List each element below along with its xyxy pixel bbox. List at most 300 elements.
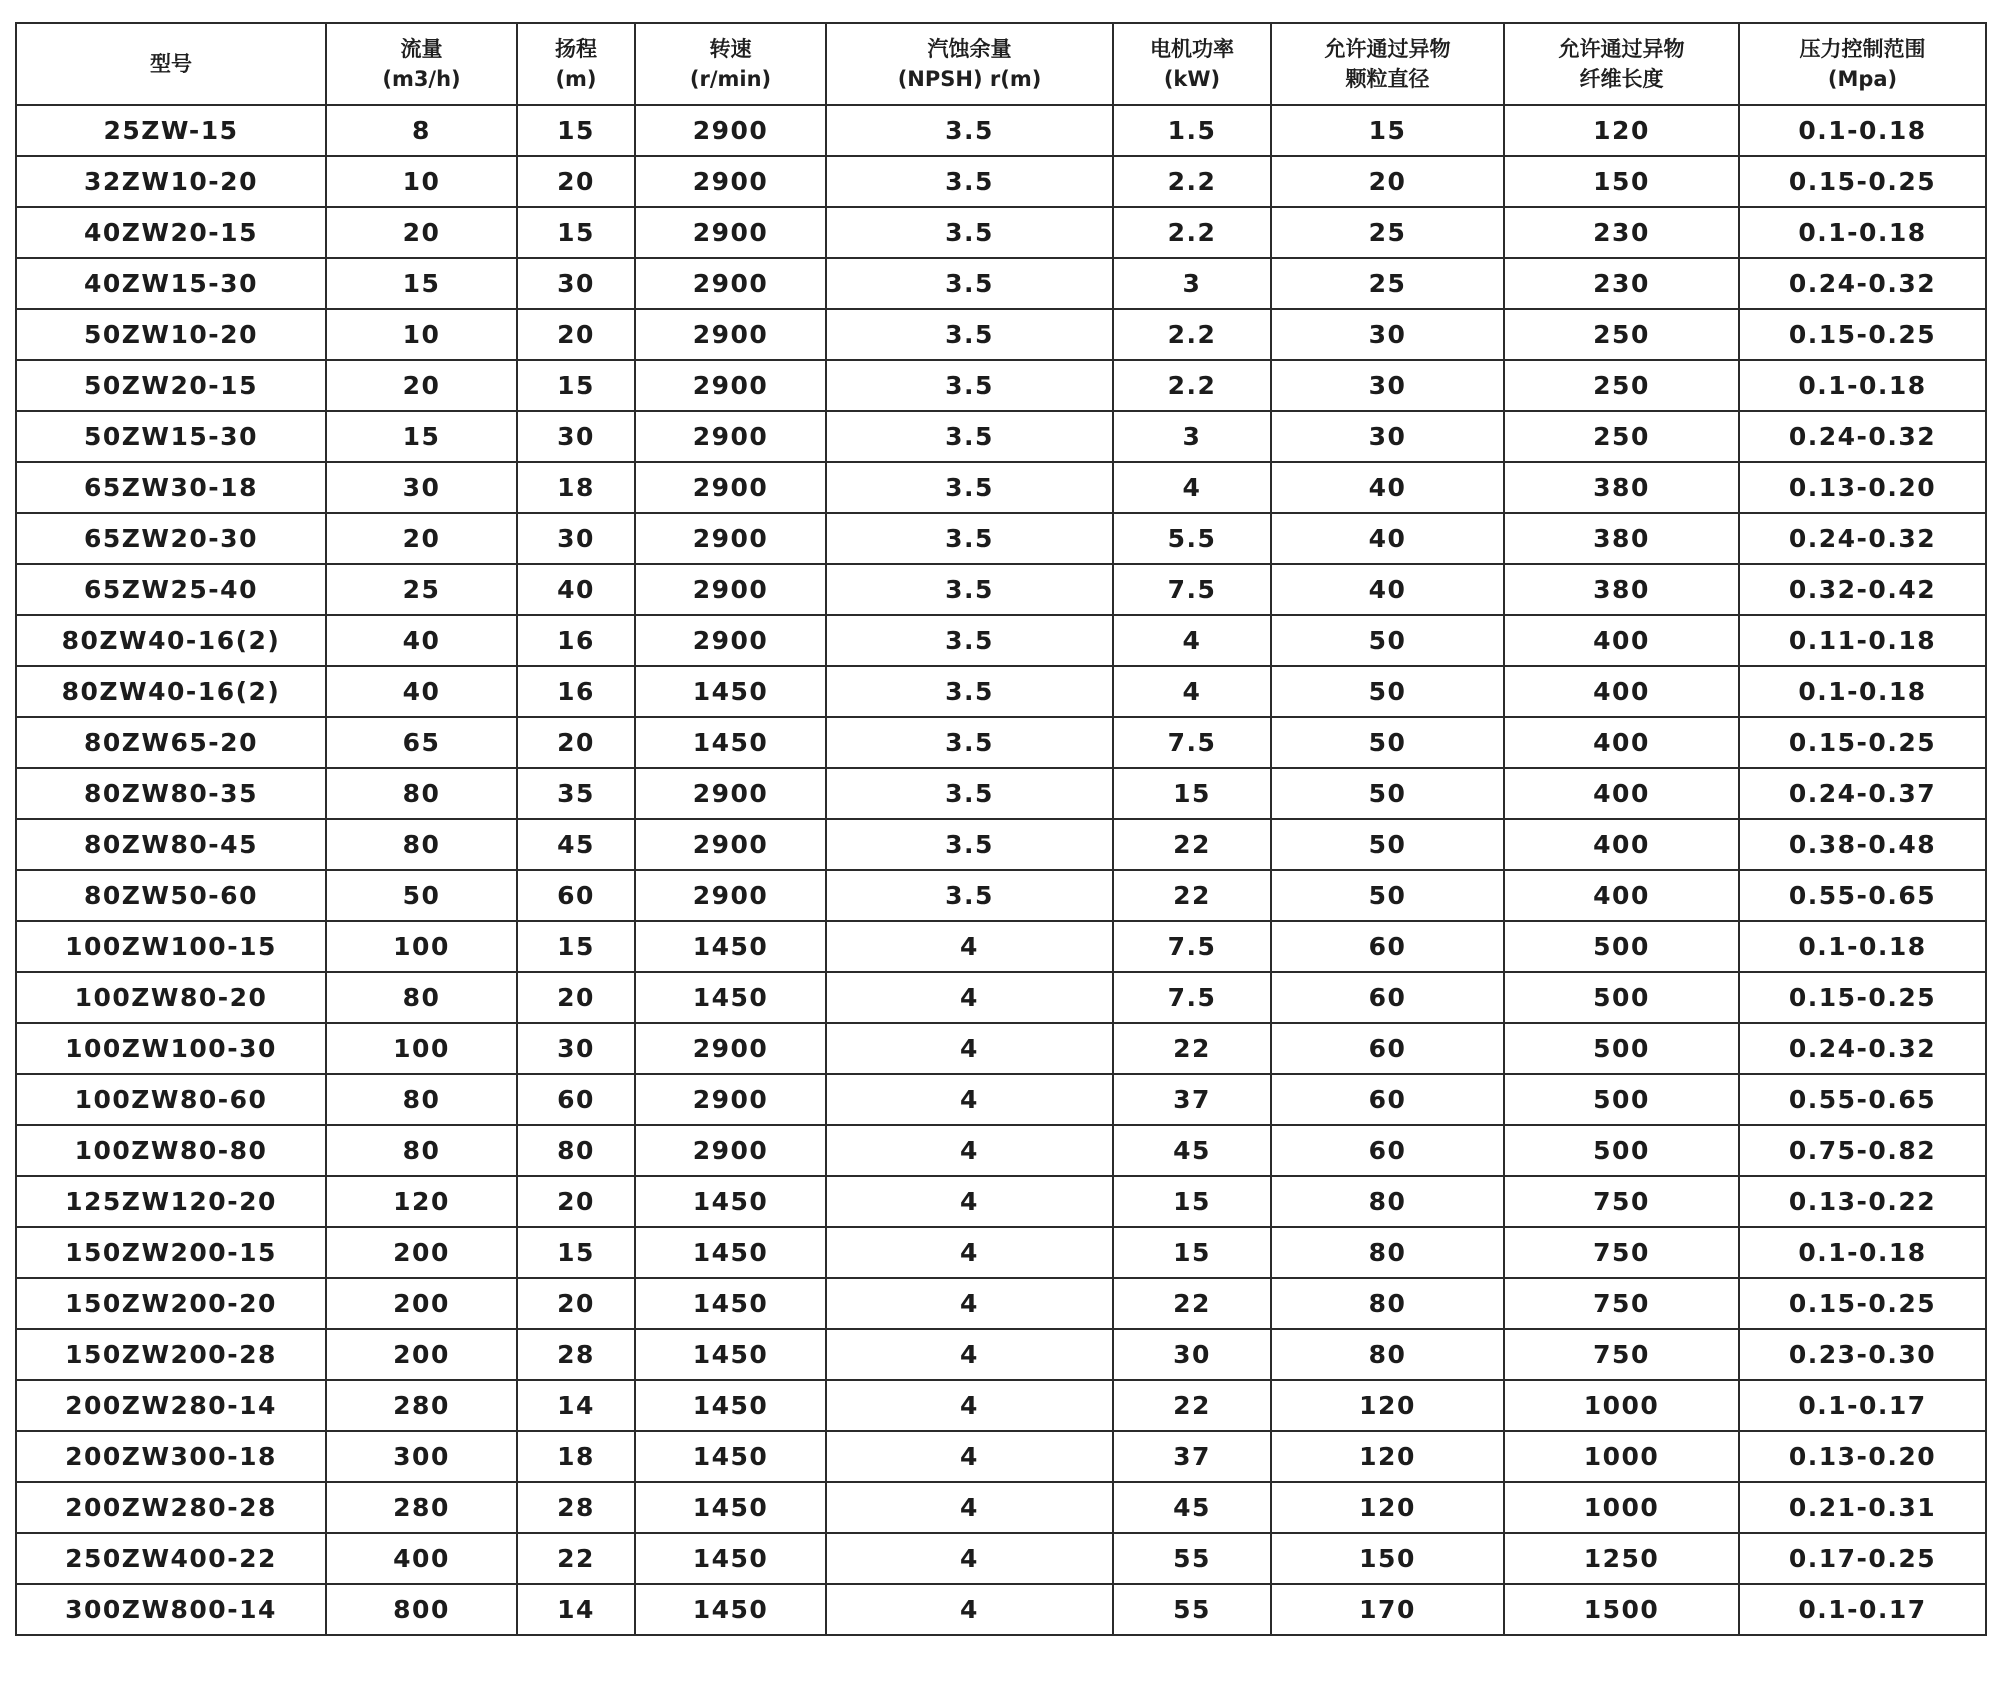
cell-model: 32ZW10-20 <box>16 156 326 207</box>
cell-speed: 2900 <box>635 360 826 411</box>
cell-model: 80ZW65-20 <box>16 717 326 768</box>
cell-fiber-length: 750 <box>1504 1227 1739 1278</box>
cell-flow: 200 <box>326 1329 517 1380</box>
header-flow <box>326 23 517 105</box>
cell-head: 18 <box>517 1431 635 1482</box>
cell-model: 150ZW200-28 <box>16 1329 326 1380</box>
cell-flow: 15 <box>326 411 517 462</box>
cell-head: 20 <box>517 1176 635 1227</box>
cell-fiber-length: 400 <box>1504 819 1739 870</box>
cell-flow: 80 <box>326 1074 517 1125</box>
cell-speed: 1450 <box>635 666 826 717</box>
cell-motor-power: 7.5 <box>1113 564 1271 615</box>
cell-head: 15 <box>517 207 635 258</box>
cell-particle-diameter: 50 <box>1271 768 1504 819</box>
cell-speed: 2900 <box>635 615 826 666</box>
cell-motor-power: 2.2 <box>1113 360 1271 411</box>
cell-speed: 2900 <box>635 1074 826 1125</box>
cell-speed: 2900 <box>635 870 826 921</box>
cell-particle-diameter: 80 <box>1271 1176 1504 1227</box>
cell-head: 30 <box>517 1023 635 1074</box>
cell-head: 30 <box>517 411 635 462</box>
cell-particle-diameter: 80 <box>1271 1329 1504 1380</box>
cell-fiber-length: 230 <box>1504 207 1739 258</box>
table-row <box>16 360 1986 411</box>
cell-model: 100ZW80-60 <box>16 1074 326 1125</box>
cell-model: 40ZW15-30 <box>16 258 326 309</box>
cell-flow: 200 <box>326 1227 517 1278</box>
table-row <box>16 1380 1986 1431</box>
cell-speed: 2900 <box>635 105 826 156</box>
cell-fiber-length: 750 <box>1504 1176 1739 1227</box>
cell-head: 60 <box>517 870 635 921</box>
header-particle-diameter <box>1271 23 1504 105</box>
cell-speed: 1450 <box>635 1584 826 1635</box>
cell-motor-power: 4 <box>1113 666 1271 717</box>
cell-fiber-length: 400 <box>1504 768 1739 819</box>
cell-flow: 8 <box>326 105 517 156</box>
cell-particle-diameter: 60 <box>1271 972 1504 1023</box>
cell-model: 80ZW40-16(2) <box>16 615 326 666</box>
cell-fiber-length: 150 <box>1504 156 1739 207</box>
table-header <box>16 23 1986 105</box>
cell-speed: 2900 <box>635 1125 826 1176</box>
cell-pressure-range: 0.13-0.20 <box>1739 462 1986 513</box>
cell-flow: 25 <box>326 564 517 615</box>
cell-particle-diameter: 40 <box>1271 462 1504 513</box>
cell-speed: 2900 <box>635 258 826 309</box>
cell-model: 80ZW40-16(2) <box>16 666 326 717</box>
cell-npsh: 3.5 <box>826 615 1113 666</box>
cell-particle-diameter: 120 <box>1271 1482 1504 1533</box>
cell-npsh: 4 <box>826 921 1113 972</box>
cell-motor-power: 22 <box>1113 819 1271 870</box>
cell-head: 30 <box>517 513 635 564</box>
cell-flow: 200 <box>326 1278 517 1329</box>
cell-flow: 100 <box>326 1023 517 1074</box>
cell-particle-diameter: 30 <box>1271 360 1504 411</box>
cell-fiber-length: 250 <box>1504 411 1739 462</box>
cell-npsh: 3.5 <box>826 870 1113 921</box>
table-row <box>16 1431 1986 1482</box>
table-row <box>16 1482 1986 1533</box>
cell-model: 65ZW25-40 <box>16 564 326 615</box>
cell-pressure-range: 0.11-0.18 <box>1739 615 1986 666</box>
cell-particle-diameter: 40 <box>1271 564 1504 615</box>
table-row <box>16 870 1986 921</box>
header-model <box>16 23 326 105</box>
cell-pressure-range: 0.1-0.18 <box>1739 105 1986 156</box>
cell-pressure-range: 0.21-0.31 <box>1739 1482 1986 1533</box>
cell-motor-power: 4 <box>1113 615 1271 666</box>
cell-speed: 2900 <box>635 768 826 819</box>
header-label: 允许通过异物 <box>1558 37 1685 61</box>
cell-particle-diameter: 50 <box>1271 717 1504 768</box>
cell-model: 200ZW280-28 <box>16 1482 326 1533</box>
cell-pressure-range: 0.38-0.48 <box>1739 819 1986 870</box>
cell-head: 40 <box>517 564 635 615</box>
cell-npsh: 3.5 <box>826 717 1113 768</box>
cell-pressure-range: 0.32-0.42 <box>1739 564 1986 615</box>
header-fiber-length <box>1504 23 1739 105</box>
cell-motor-power: 15 <box>1113 768 1271 819</box>
cell-speed: 2900 <box>635 207 826 258</box>
cell-model: 150ZW200-20 <box>16 1278 326 1329</box>
cell-npsh: 3.5 <box>826 819 1113 870</box>
cell-speed: 1450 <box>635 972 826 1023</box>
table-row <box>16 156 1986 207</box>
cell-motor-power: 55 <box>1113 1533 1271 1584</box>
cell-speed: 1450 <box>635 1176 826 1227</box>
cell-particle-diameter: 60 <box>1271 921 1504 972</box>
header-label: 电机功率 <box>1150 37 1234 61</box>
table-row <box>16 666 1986 717</box>
cell-npsh: 4 <box>826 1074 1113 1125</box>
cell-speed: 2900 <box>635 411 826 462</box>
cell-model: 80ZW80-45 <box>16 819 326 870</box>
cell-particle-diameter: 60 <box>1271 1125 1504 1176</box>
cell-model: 25ZW-15 <box>16 105 326 156</box>
cell-speed: 1450 <box>635 1533 826 1584</box>
cell-head: 80 <box>517 1125 635 1176</box>
cell-npsh: 4 <box>826 1023 1113 1074</box>
cell-head: 60 <box>517 1074 635 1125</box>
table-row <box>16 1533 1986 1584</box>
cell-flow: 10 <box>326 309 517 360</box>
header-label: 流量 <box>400 37 443 61</box>
table-row <box>16 564 1986 615</box>
cell-head: 16 <box>517 666 635 717</box>
cell-head: 20 <box>517 309 635 360</box>
cell-speed: 2900 <box>635 309 826 360</box>
header-sublabel: 颗粒直径 <box>1345 67 1430 91</box>
cell-motor-power: 15 <box>1113 1176 1271 1227</box>
cell-pressure-range: 0.15-0.25 <box>1739 972 1986 1023</box>
cell-flow: 100 <box>326 921 517 972</box>
cell-npsh: 4 <box>826 1533 1113 1584</box>
cell-motor-power: 3 <box>1113 411 1271 462</box>
cell-pressure-range: 0.15-0.25 <box>1739 156 1986 207</box>
cell-model: 100ZW80-80 <box>16 1125 326 1176</box>
cell-pressure-range: 0.1-0.18 <box>1739 666 1986 717</box>
cell-fiber-length: 400 <box>1504 666 1739 717</box>
cell-flow: 400 <box>326 1533 517 1584</box>
cell-head: 20 <box>517 972 635 1023</box>
cell-fiber-length: 500 <box>1504 1074 1739 1125</box>
cell-model: 125ZW120-20 <box>16 1176 326 1227</box>
cell-motor-power: 30 <box>1113 1329 1271 1380</box>
cell-motor-power: 55 <box>1113 1584 1271 1635</box>
cell-flow: 40 <box>326 666 517 717</box>
header-speed <box>635 23 826 105</box>
cell-model: 40ZW20-15 <box>16 207 326 258</box>
cell-model: 100ZW100-30 <box>16 1023 326 1074</box>
cell-flow: 120 <box>326 1176 517 1227</box>
cell-npsh: 3.5 <box>826 513 1113 564</box>
cell-motor-power: 22 <box>1113 1278 1271 1329</box>
cell-npsh: 3.5 <box>826 411 1113 462</box>
cell-fiber-length: 1000 <box>1504 1380 1739 1431</box>
cell-npsh: 4 <box>826 972 1113 1023</box>
cell-speed: 2900 <box>635 156 826 207</box>
cell-speed: 1450 <box>635 1380 826 1431</box>
cell-head: 18 <box>517 462 635 513</box>
cell-pressure-range: 0.13-0.22 <box>1739 1176 1986 1227</box>
cell-speed: 1450 <box>635 1227 826 1278</box>
cell-head: 35 <box>517 768 635 819</box>
header-label: 扬程 <box>555 37 597 61</box>
cell-speed: 1450 <box>635 921 826 972</box>
header-head <box>517 23 635 105</box>
table-row <box>16 258 1986 309</box>
header-motor-power <box>1113 23 1271 105</box>
table-row <box>16 972 1986 1023</box>
table-row <box>16 513 1986 564</box>
cell-particle-diameter: 15 <box>1271 105 1504 156</box>
cell-pressure-range: 0.55-0.65 <box>1739 1074 1986 1125</box>
cell-pressure-range: 0.24-0.32 <box>1739 1023 1986 1074</box>
cell-npsh: 4 <box>826 1584 1113 1635</box>
cell-npsh: 3.5 <box>826 105 1113 156</box>
cell-pressure-range: 0.75-0.82 <box>1739 1125 1986 1176</box>
cell-npsh: 4 <box>826 1278 1113 1329</box>
cell-particle-diameter: 40 <box>1271 513 1504 564</box>
table-row <box>16 1176 1986 1227</box>
cell-pressure-range: 0.24-0.32 <box>1739 258 1986 309</box>
cell-pressure-range: 0.1-0.17 <box>1739 1584 1986 1635</box>
cell-particle-diameter: 60 <box>1271 1023 1504 1074</box>
cell-head: 15 <box>517 360 635 411</box>
cell-head: 14 <box>517 1380 635 1431</box>
cell-motor-power: 2.2 <box>1113 156 1271 207</box>
cell-head: 20 <box>517 156 635 207</box>
header-sublabel: 纤维长度 <box>1579 67 1664 91</box>
cell-fiber-length: 750 <box>1504 1278 1739 1329</box>
cell-flow: 80 <box>326 819 517 870</box>
cell-model: 50ZW20-15 <box>16 360 326 411</box>
table-row <box>16 462 1986 513</box>
cell-flow: 80 <box>326 972 517 1023</box>
cell-head: 15 <box>517 1227 635 1278</box>
cell-flow: 280 <box>326 1482 517 1533</box>
cell-fiber-length: 750 <box>1504 1329 1739 1380</box>
cell-npsh: 4 <box>826 1176 1113 1227</box>
cell-flow: 10 <box>326 156 517 207</box>
cell-npsh: 3.5 <box>826 666 1113 717</box>
cell-particle-diameter: 25 <box>1271 207 1504 258</box>
cell-fiber-length: 250 <box>1504 360 1739 411</box>
cell-particle-diameter: 50 <box>1271 615 1504 666</box>
cell-npsh: 4 <box>826 1380 1113 1431</box>
table-row <box>16 921 1986 972</box>
cell-motor-power: 5.5 <box>1113 513 1271 564</box>
cell-npsh: 4 <box>826 1125 1113 1176</box>
cell-motor-power: 1.5 <box>1113 105 1271 156</box>
cell-fiber-length: 1000 <box>1504 1431 1739 1482</box>
cell-motor-power: 37 <box>1113 1431 1271 1482</box>
cell-flow: 280 <box>326 1380 517 1431</box>
table-row <box>16 1023 1986 1074</box>
table-row <box>16 1584 1986 1635</box>
cell-model: 150ZW200-15 <box>16 1227 326 1278</box>
cell-speed: 2900 <box>635 462 826 513</box>
cell-pressure-range: 0.17-0.25 <box>1739 1533 1986 1584</box>
header-label: 型号 <box>150 52 192 76</box>
cell-flow: 20 <box>326 360 517 411</box>
cell-motor-power: 2.2 <box>1113 309 1271 360</box>
cell-model: 65ZW20-30 <box>16 513 326 564</box>
header-label: 压力控制范围 <box>1799 37 1926 61</box>
cell-npsh: 4 <box>826 1227 1113 1278</box>
cell-speed: 2900 <box>635 564 826 615</box>
cell-speed: 1450 <box>635 1431 826 1482</box>
cell-particle-diameter: 170 <box>1271 1584 1504 1635</box>
cell-pressure-range: 0.15-0.25 <box>1739 309 1986 360</box>
cell-pressure-range: 0.24-0.32 <box>1739 411 1986 462</box>
cell-head: 20 <box>517 1278 635 1329</box>
cell-flow: 20 <box>326 513 517 564</box>
cell-motor-power: 7.5 <box>1113 972 1271 1023</box>
cell-fiber-length: 500 <box>1504 921 1739 972</box>
cell-motor-power: 22 <box>1113 870 1271 921</box>
table-row <box>16 768 1986 819</box>
cell-particle-diameter: 120 <box>1271 1431 1504 1482</box>
header-label: 汽蚀余量 <box>927 37 1012 61</box>
cell-fiber-length: 1500 <box>1504 1584 1739 1635</box>
cell-flow: 40 <box>326 615 517 666</box>
cell-particle-diameter: 80 <box>1271 1278 1504 1329</box>
cell-head: 28 <box>517 1482 635 1533</box>
table-row <box>16 411 1986 462</box>
cell-pressure-range: 0.24-0.32 <box>1739 513 1986 564</box>
table-row <box>16 615 1986 666</box>
header-label: 转速 <box>709 37 752 61</box>
cell-model: 100ZW100-15 <box>16 921 326 972</box>
cell-fiber-length: 500 <box>1504 1023 1739 1074</box>
cell-npsh: 4 <box>826 1482 1113 1533</box>
cell-fiber-length: 230 <box>1504 258 1739 309</box>
cell-fiber-length: 380 <box>1504 513 1739 564</box>
header-sublabel: (m) <box>555 67 597 91</box>
cell-particle-diameter: 50 <box>1271 666 1504 717</box>
table-row <box>16 1074 1986 1125</box>
cell-particle-diameter: 150 <box>1271 1533 1504 1584</box>
cell-flow: 80 <box>326 1125 517 1176</box>
cell-fiber-length: 500 <box>1504 1125 1739 1176</box>
cell-npsh: 3.5 <box>826 258 1113 309</box>
cell-flow: 15 <box>326 258 517 309</box>
cell-head: 28 <box>517 1329 635 1380</box>
header-sublabel: (NPSH) r(m) <box>897 67 1042 91</box>
cell-flow: 50 <box>326 870 517 921</box>
cell-flow: 30 <box>326 462 517 513</box>
cell-motor-power: 45 <box>1113 1482 1271 1533</box>
cell-speed: 1450 <box>635 1329 826 1380</box>
cell-head: 45 <box>517 819 635 870</box>
header-npsh <box>826 23 1113 105</box>
cell-speed: 1450 <box>635 1278 826 1329</box>
cell-motor-power: 22 <box>1113 1023 1271 1074</box>
table-row <box>16 1278 1986 1329</box>
header-sublabel: (kW) <box>1163 67 1221 91</box>
cell-npsh: 3.5 <box>826 462 1113 513</box>
cell-speed: 1450 <box>635 1482 826 1533</box>
spec-table <box>15 22 1987 1636</box>
cell-speed: 2900 <box>635 1023 826 1074</box>
cell-motor-power: 4 <box>1113 462 1271 513</box>
cell-fiber-length: 400 <box>1504 615 1739 666</box>
cell-fiber-length: 400 <box>1504 717 1739 768</box>
cell-head: 22 <box>517 1533 635 1584</box>
cell-npsh: 3.5 <box>826 309 1113 360</box>
cell-motor-power: 45 <box>1113 1125 1271 1176</box>
cell-model: 300ZW800-14 <box>16 1584 326 1635</box>
cell-pressure-range: 0.24-0.37 <box>1739 768 1986 819</box>
cell-pressure-range: 0.23-0.30 <box>1739 1329 1986 1380</box>
table-row <box>16 1329 1986 1380</box>
table-row <box>16 1227 1986 1278</box>
cell-head: 30 <box>517 258 635 309</box>
cell-pressure-range: 0.55-0.65 <box>1739 870 1986 921</box>
cell-flow: 20 <box>326 207 517 258</box>
cell-head: 16 <box>517 615 635 666</box>
cell-motor-power: 7.5 <box>1113 717 1271 768</box>
cell-fiber-length: 400 <box>1504 870 1739 921</box>
cell-speed: 1450 <box>635 717 826 768</box>
cell-particle-diameter: 50 <box>1271 870 1504 921</box>
cell-fiber-length: 120 <box>1504 105 1739 156</box>
cell-npsh: 3.5 <box>826 360 1113 411</box>
cell-particle-diameter: 30 <box>1271 309 1504 360</box>
table-row <box>16 1125 1986 1176</box>
table-row <box>16 717 1986 768</box>
cell-npsh: 3.5 <box>826 156 1113 207</box>
cell-fiber-length: 1000 <box>1504 1482 1739 1533</box>
cell-model: 50ZW15-30 <box>16 411 326 462</box>
header-row <box>16 23 1986 105</box>
cell-npsh: 3.5 <box>826 564 1113 615</box>
cell-motor-power: 15 <box>1113 1227 1271 1278</box>
cell-pressure-range: 0.13-0.20 <box>1739 1431 1986 1482</box>
cell-pressure-range: 0.1-0.18 <box>1739 207 1986 258</box>
cell-speed: 2900 <box>635 513 826 564</box>
cell-pressure-range: 0.1-0.18 <box>1739 1227 1986 1278</box>
cell-fiber-length: 250 <box>1504 309 1739 360</box>
cell-particle-diameter: 80 <box>1271 1227 1504 1278</box>
header-pressure-range <box>1739 23 1986 105</box>
cell-motor-power: 2.2 <box>1113 207 1271 258</box>
cell-motor-power: 22 <box>1113 1380 1271 1431</box>
cell-fiber-length: 500 <box>1504 972 1739 1023</box>
cell-model: 200ZW280-14 <box>16 1380 326 1431</box>
cell-npsh: 3.5 <box>826 768 1113 819</box>
header-sublabel: (Mpa) <box>1827 67 1898 91</box>
cell-model: 80ZW80-35 <box>16 768 326 819</box>
table-row <box>16 207 1986 258</box>
cell-fiber-length: 380 <box>1504 462 1739 513</box>
cell-npsh: 3.5 <box>826 207 1113 258</box>
table-body <box>16 105 1986 1635</box>
cell-particle-diameter: 60 <box>1271 1074 1504 1125</box>
cell-pressure-range: 0.1-0.18 <box>1739 921 1986 972</box>
cell-model: 250ZW400-22 <box>16 1533 326 1584</box>
cell-pressure-range: 0.15-0.25 <box>1739 1278 1986 1329</box>
cell-head: 15 <box>517 921 635 972</box>
cell-model: 100ZW80-20 <box>16 972 326 1023</box>
cell-particle-diameter: 30 <box>1271 411 1504 462</box>
cell-model: 50ZW10-20 <box>16 309 326 360</box>
cell-speed: 2900 <box>635 819 826 870</box>
